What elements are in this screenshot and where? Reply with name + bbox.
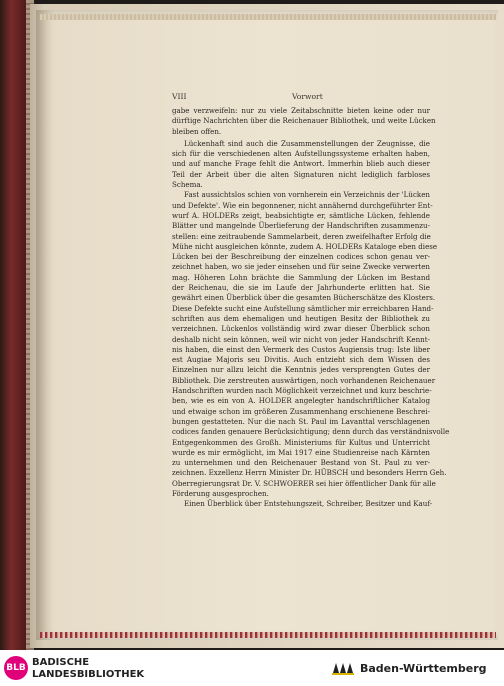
- text-line: wurf A. HOLDERs zeigt, beabsichtigte er, sämtliche Lücken, fehlende: [172, 210, 430, 220]
- blb-logo-icon: BLB: [4, 656, 28, 680]
- baden-wuerttemberg-icon: [330, 659, 356, 677]
- text-line: codices fanden genauere Berücksichtigung; denn durch das verständnisvolle: [172, 427, 450, 437]
- text-line: stellen: eine zeitraubende Sammelarbeit, deren zweifelhafter Erfolg die: [172, 231, 431, 241]
- text-line: zeichnen. Exzellenz Herrn Minister Dr. HÜBSCH und besonders Herrn Geh.: [172, 468, 447, 478]
- text-line: zu unternehmen und den Reichenauer Bestand von St. Paul zu ver-: [172, 458, 430, 468]
- text-line: est Augiae Majoris seu Divitis. Auch entzieht sich dem Wissen des: [172, 355, 430, 365]
- page-text: [172, 92, 450, 510]
- text-line: und etwaige schon im größeren Zusammenhang erschienene Beschrei-: [172, 406, 430, 416]
- text-line: und auf manche Frage fehlt die Antwort. Immerhin blieb auch dieser: [172, 159, 430, 169]
- text-line: Lücken bei der Beschreibung der einzelnen codices schon genau ver-: [172, 252, 430, 262]
- footer-bar: [0, 650, 504, 686]
- text-line: Blätter und mangelnde Überlieferung der Handschriften zusammenzu-: [172, 221, 430, 231]
- text-line: deshalb nicht sein können, weil wir nicht von jeder Handschrift Kennt-: [172, 334, 430, 344]
- text-line: gabe verzweifeln: nur zu viele Zeitabschnitte bieten keine oder nur: [172, 106, 430, 115]
- text-line: schriften aus dem ehemaligen und heutigen Besitz der Bibliothek zu: [172, 313, 430, 323]
- text-line: sich für die verschiedenen alten Aufstellungssysteme erhalten haben,: [172, 149, 430, 159]
- text-line: der Reichenau, die sie im Laufe der Jahrhunderte erlitten hat. Sie: [172, 283, 430, 293]
- text-line: und Defekte'. Wie ein begonnener, nicht annähernd durchgeführter Ent-: [172, 200, 433, 210]
- text-line: wurde es mir ermöglicht, im Mai 1917 eine Studienreise nach Kärnten: [172, 447, 430, 457]
- text-line: Oberregierungsrat Dr. V. SCHWOERER sei hier öffentlicher Dank für alle: [172, 478, 436, 488]
- library-name-line2: LANDESBIBLIOTHEK: [32, 669, 145, 680]
- text-line: Förderung ausgesprochen.: [172, 488, 269, 498]
- paragraph: [172, 499, 433, 509]
- text-line: Bibliothek. Die zerstreuten auswärtigen, noch vorhandenen Reichenauer: [172, 375, 436, 385]
- text-line: Lückenhaft sind auch die Zusammenstellungen der Zeugnisse, die: [184, 138, 430, 148]
- text-line: Schema.: [172, 180, 203, 190]
- text-line: Einzelnen nur allzu leicht die Kenntnis jedes versprengten Gutes der: [172, 365, 430, 375]
- running-head-title: Vorwort: [292, 92, 323, 101]
- text-line: nis haben, die einst den Vermerk des Custos Augiensis trug: Iste liber: [172, 344, 430, 354]
- text-line: mag. Höheren Lohn brächte die Sammlung der Lücken im Bestand: [172, 272, 430, 282]
- top-page-edge: [40, 14, 496, 20]
- text-line: gewährt einen Überblick über die gesamten Bücherschätze des Klosters.: [172, 293, 436, 303]
- running-head: [172, 92, 430, 104]
- text-line: bungen gestatteten. Nur die nach St. Paul im Lavanttal verschlagenen: [172, 416, 430, 426]
- state-name: Baden-Württemberg: [360, 662, 487, 675]
- paragraphs: [172, 106, 450, 510]
- library-name: [32, 657, 144, 681]
- text-line: ben, wie es ein von A. HOLDER angelegter handschriftlicher Katalog: [172, 396, 430, 406]
- text-line: Fast aussichtslos schien von vornherein ein Verzeichnis der 'Lücken: [184, 190, 430, 200]
- text-line: zeichnet haben, wo sie jeder einsehen und für seine Zwecke verwerten: [172, 262, 430, 272]
- paragraph: [172, 190, 450, 499]
- page-number: VIII: [172, 92, 187, 101]
- text-line: Einen Überblick über Entstehungszeit, Schreiber, Besitzer und Kauf-: [184, 499, 433, 509]
- text-line: Handschriften wurden nach Möglichkeit verzeichnet und kurz beschrie-: [172, 386, 432, 396]
- paragraph: [172, 106, 436, 137]
- text-line: Entgegenkommen des Großh. Ministeriums für Kultus und Unterricht: [172, 437, 430, 447]
- text-line: Teil der Arbeit über die alten Signaturen nicht lediglich farbloses: [172, 169, 430, 179]
- text-line: Mühe nicht ausgleichen könnte, zudem A. HOLDERs Kataloge eben diese: [172, 241, 438, 251]
- text-line: verzeichnen. Lückenlos vollständig wird zwar dieser Überblick schon: [172, 324, 430, 334]
- text-line: dürftige Nachrichten über die Reichenauer Bibliothek, und weite Lücken: [172, 116, 436, 126]
- text-line: bleiben offen.: [172, 126, 222, 136]
- library-name-line1: BADISCHE: [32, 657, 90, 668]
- text-line: Diese Defekte sucht eine Aufstellung sämtlicher mir erreichbaren Hand-: [172, 303, 434, 313]
- paragraph: [172, 139, 430, 190]
- bottom-page-edge: [40, 632, 496, 638]
